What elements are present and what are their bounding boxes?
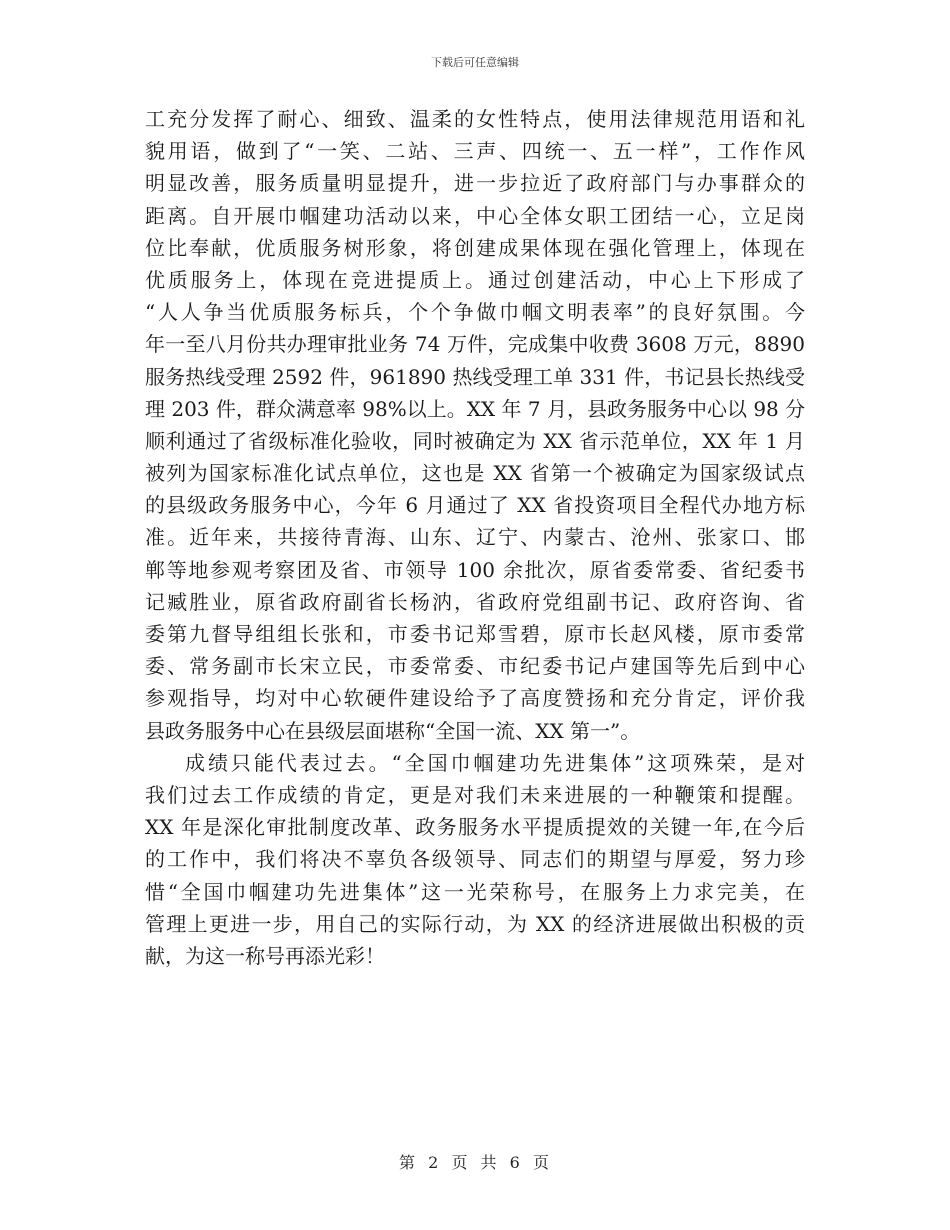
page-footer — [0, 1150, 950, 1173]
text-line: 工充分发挥了耐心、细致、温柔的女性特点，使用法律规范用语和礼 — [145, 107, 805, 131]
text-line: 距离。自开展巾帼建功活动以来，中心全体女职工团结一心，立足岗 — [145, 203, 805, 228]
text-line: 记臧胜业，原省政府副省长杨汭，省政府党组副书记、政府咨询、省 — [145, 589, 805, 614]
text-line: 准。近年来，共接待青海、山东、辽宁、内蒙古、沧州、张家口、邯 — [145, 525, 805, 550]
text-line: 服务热线受理 2592 件，961890 热线受理工单 331 件，书记县长热线受 — [145, 364, 805, 389]
paragraph-start-line: 成绩只能代表过去。“全国巾帼建功先进集体”这项殊荣，是对 — [185, 750, 805, 775]
text-line: 理 203 件，群众满意率 98%以上。XX 年 7 月，县政务服务中心以 98 分 — [145, 396, 806, 421]
text-line: 县政务服务中心在县级层面堪称“全国一流、XX 第一”。 — [145, 718, 641, 743]
current-page-number: 2 — [428, 1153, 441, 1172]
text-line: 顺利通过了省级标准化验收，同时被确定为 XX 省示范单位，XX 年 1 月 — [145, 428, 805, 453]
text-line: 委第九督导组组长张和，市委书记郑雪碧，原市长赵风楼，原市委常 — [145, 622, 805, 646]
text-line: 明显改善，服务质量明显提升，进一步拉近了政府部门与办事群众的 — [145, 171, 805, 196]
text-line: 年一至八月份共办理审批业务 74 万件，完成集中收费 3608 万元，8890 — [145, 332, 805, 357]
footer-page-char: 页 — [451, 1153, 470, 1172]
footer-prefix: 第 — [399, 1153, 418, 1172]
text-line: 的工作中，我们将决不辜负各级领导、同志们的期望与厚爱，努力珍 — [145, 847, 805, 872]
text-line: 的县级政务服务中心，今年 6 月通过了 XX 省投资项目全程代办地方标 — [145, 493, 805, 518]
footer-suffix: 页 — [532, 1153, 551, 1172]
document-body — [145, 103, 805, 972]
text-line: 位比奉献，优质服务树形象，将创建成果体现在强化管理上，体现在 — [145, 235, 805, 260]
text-line: 我们过去工作成绩的肯定，更是对我们未来进展的一种鞭策和提醒。 — [145, 782, 805, 807]
text-line: XX 年是深化审批制度改革、政务服务水平提质提效的关键一年,在今后 — [145, 815, 805, 840]
page-header: 下载后可任意编辑 — [431, 56, 519, 69]
text-line: 郸等地参观考察团及省、市领导 100 余批次，原省委常委、省纪委书 — [145, 557, 805, 582]
total-pages-number: 6 — [509, 1153, 522, 1172]
text-line: 献，为这一称号再添光彩！ — [145, 943, 385, 968]
text-line: 管理上更进一步，用自己的实际行动，为 XX 的经济进展做出积极的贡 — [145, 911, 805, 936]
text-line: 参观指导，均对中心软硬件建设给予了高度赞扬和充分肯定，评价我 — [145, 686, 805, 711]
text-line: “人人争当优质服务标兵，个个争做巾帼文明表率”的良好氛围。今 — [145, 300, 805, 325]
text-line: 优质服务上，体现在竞进提质上。通过创建活动，中心上下形成了 — [145, 267, 805, 292]
text-line: 被列为国家标准化试点单位，这也是 XX 省第一个被确定为国家级试点 — [145, 461, 805, 486]
text-line: 貌用语，做到了“一笑、二站、三声、四统一、五一样”，工作作风 — [145, 139, 805, 164]
text-line: 惜“全国巾帼建功先进集体”这一光荣称号，在服务上力求完美，在 — [145, 879, 805, 904]
footer-total-prefix: 共 — [480, 1153, 499, 1172]
text-line: 委、常务副市长宋立民，市委常委、市纪委书记卢建国等先后到中心 — [145, 654, 805, 679]
